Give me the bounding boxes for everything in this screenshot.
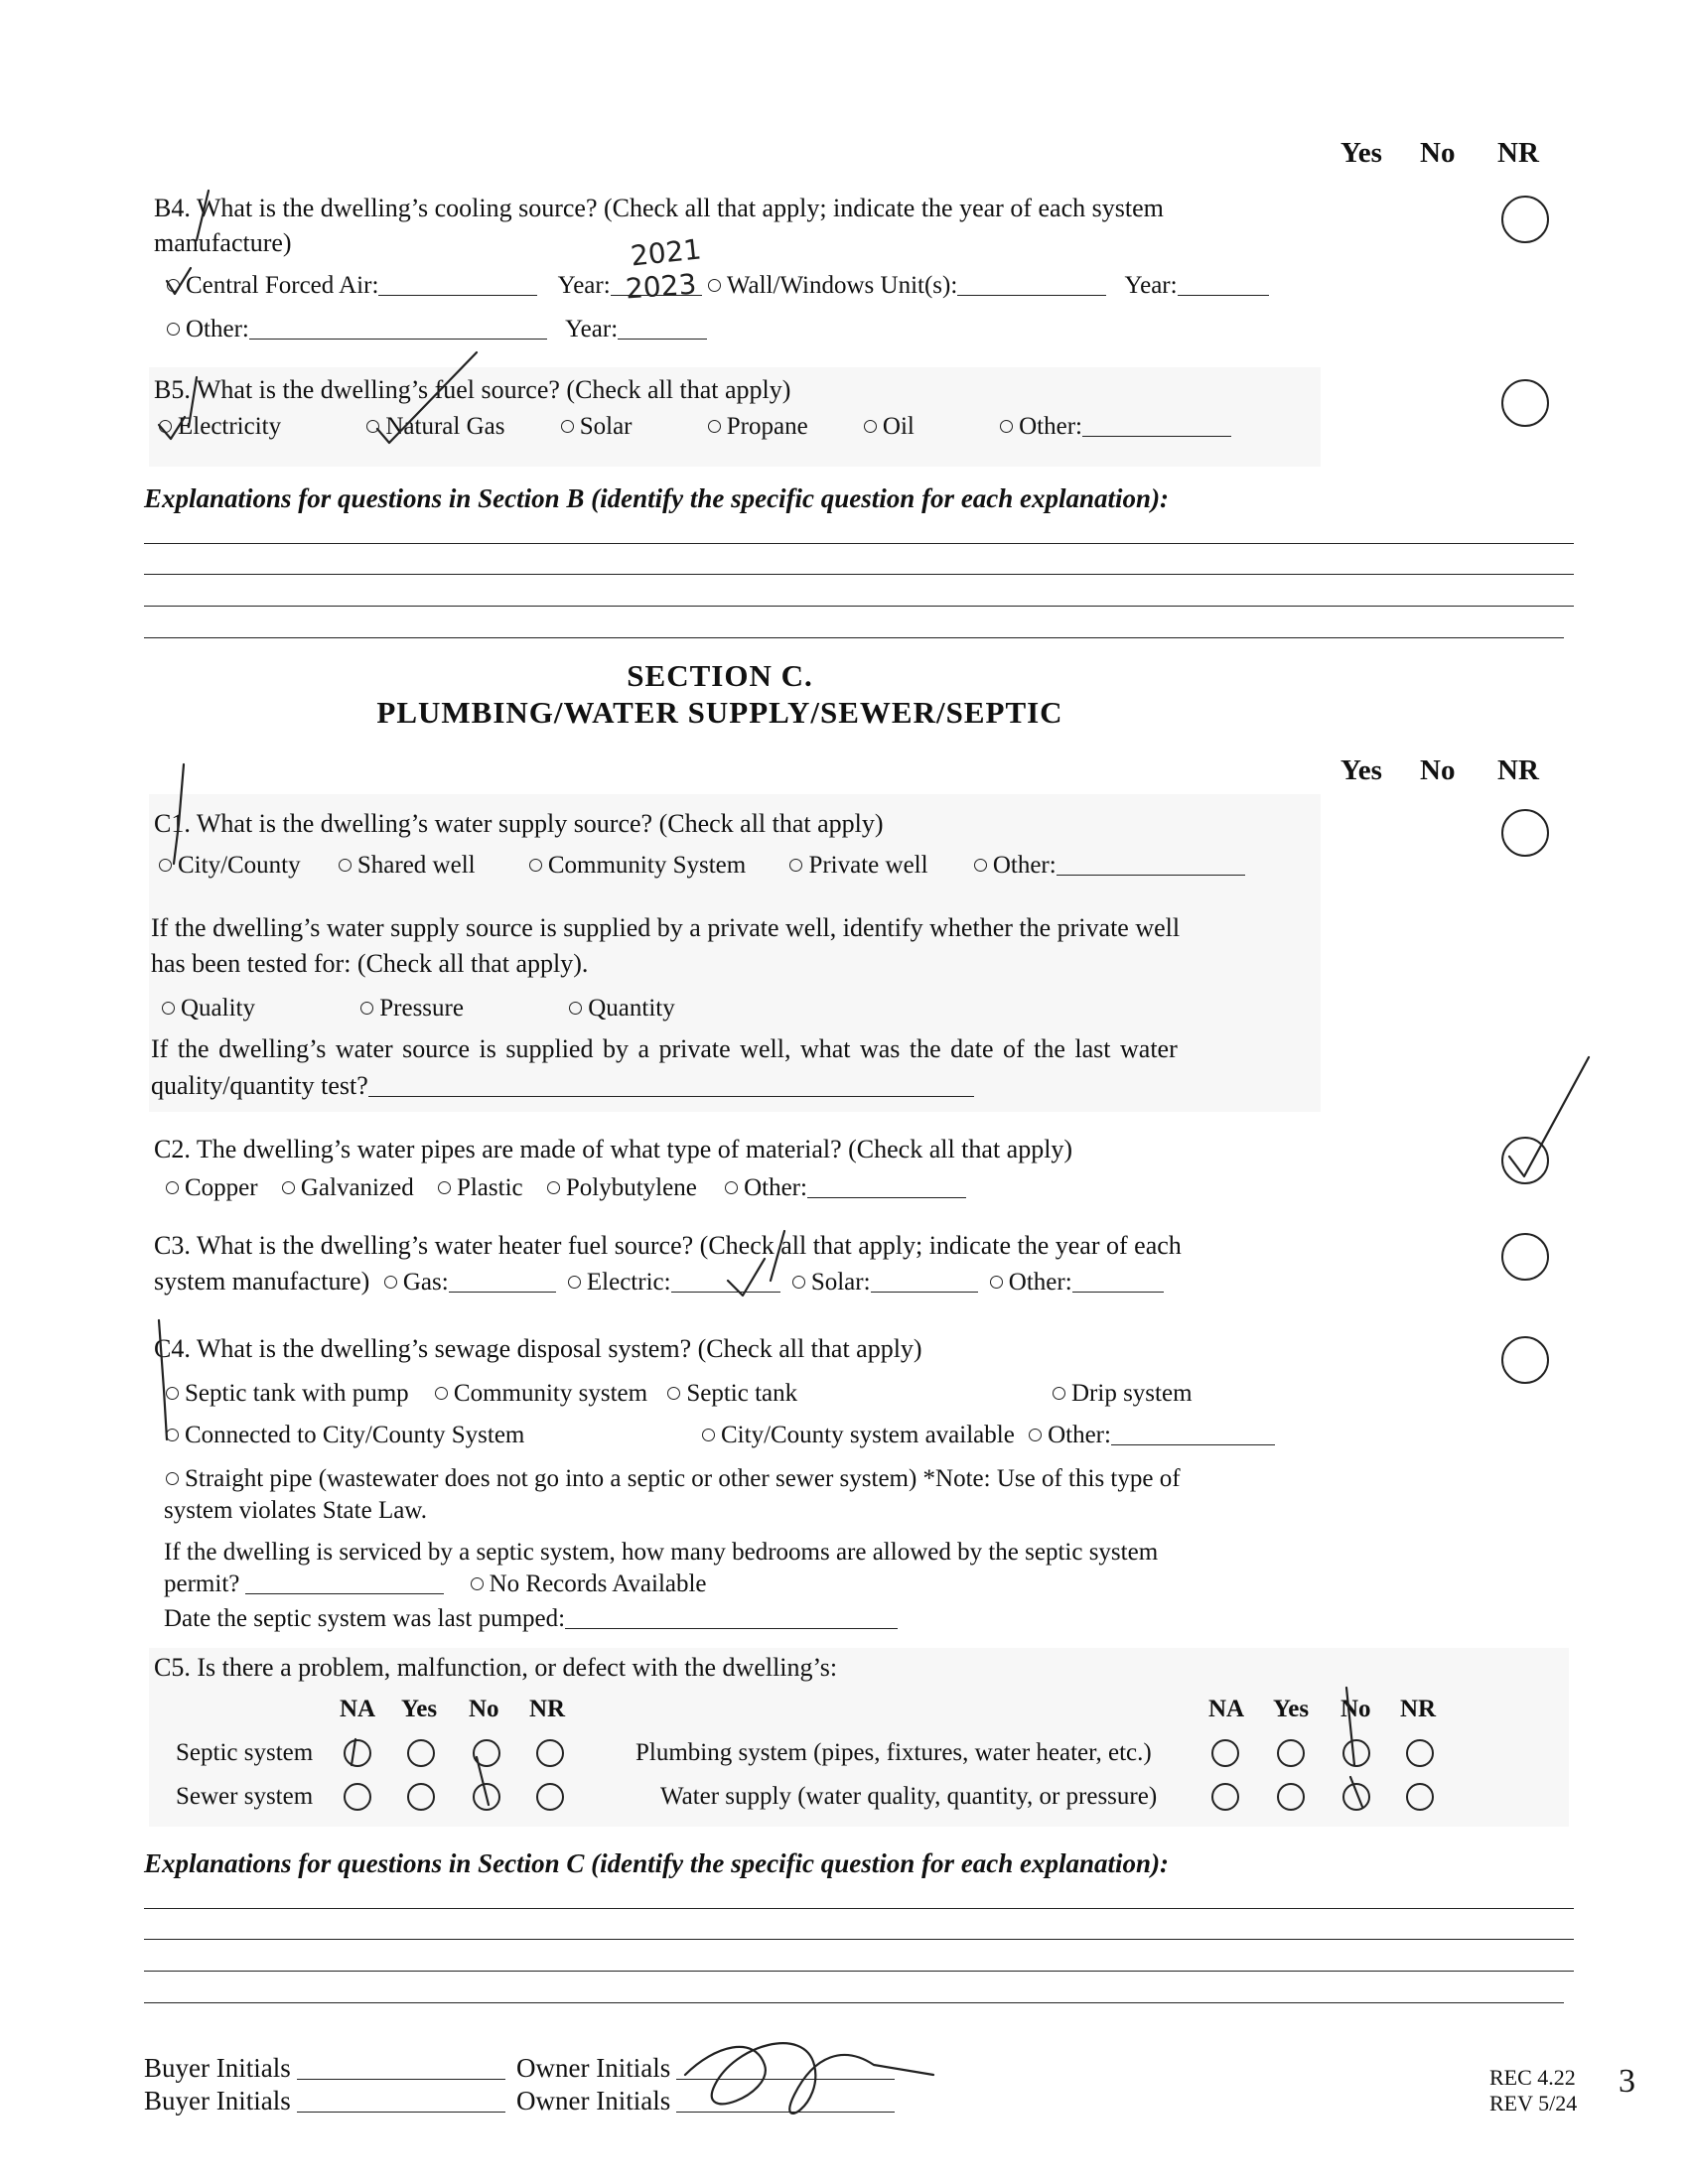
c4-nr-circle[interactable] [1501,1336,1549,1384]
c3-other-radio[interactable] [990,1276,1003,1289]
buyer-initials-label-1: Buyer Initials [144,2053,291,2083]
col-header-yes-c: Yes [1340,754,1382,786]
c2-galvanized-label: Galvanized [300,1174,414,1201]
b5-oil-radio[interactable] [864,420,877,433]
c5-sewer-na[interactable] [344,1783,371,1811]
c3-question: C3. What is the dwelling’s water heater fuel source? (Check all that apply; indicate the year of each [154,1231,1182,1260]
b4-other-radio[interactable] [167,323,180,336]
section-c-title-1: SECTION C. [627,658,813,693]
b4-other-label: Other: [186,316,249,342]
b4-wall-label: Wall/Windows Unit(s): [726,272,958,299]
c5-sewer-no[interactable] [473,1783,500,1811]
c4-drip-option [1053,1380,1193,1408]
b4-year-label: Year: [557,272,611,299]
c3-gas-blank[interactable] [449,1270,556,1293]
c5-septic-na[interactable] [344,1739,371,1767]
c1-quantity-radio[interactable] [569,1002,582,1015]
c4-connected-label: Connected to City/County System [185,1422,525,1448]
explanations-b-line-3[interactable] [144,606,1574,607]
c5-row-sewer-label: Sewer system [176,1783,314,1810]
owner-initials-label-2: Owner Initials [516,2086,671,2116]
c1-test-date-label: quality/quantity test? [151,1071,368,1100]
c1-city-label: City/County [178,852,301,879]
c1-test-options [162,995,675,1023]
c1-private-well-q: If the dwelling’s water supply source is supplied by a private well, identify whether the private well [151,913,1181,942]
c1-other-label: Other: [992,852,1057,879]
c5-col-nr-right: NR [1400,1696,1437,1722]
b5-options [159,413,1231,441]
b4-year-blank-2[interactable] [1178,273,1269,296]
c1-nr-circle[interactable] [1501,809,1549,857]
b4-question: B4. What is the dwelling’s cooling source? (Check all that apply; indicate the year of each system [154,194,1164,222]
c5-row-water-label: Water supply (water quality, quantity, or pressure) [660,1783,1158,1810]
c4-other-blank[interactable] [1111,1423,1275,1445]
col-header-no: No [1420,137,1456,169]
b5-electricity-radio[interactable] [159,420,172,433]
c5-water-no[interactable] [1342,1783,1370,1811]
b5-other-radio[interactable] [1000,420,1013,433]
b4-central-radio[interactable] [167,279,180,292]
c1-test-date-q: If the dwelling’s water source is supplied by a private well, what was the date of the last water [151,1034,1178,1063]
c4-no-records-label: No Records Available [489,1570,707,1597]
c2-copper-label: Copper [185,1174,258,1201]
c1-shared-label: Shared well [356,852,476,879]
c4-community-radio[interactable] [435,1387,448,1400]
c4-straight-radio[interactable] [166,1472,179,1485]
c4-septic-pump-label: Septic tank with pump [185,1380,409,1407]
explanations-c-line-1[interactable] [144,1908,1574,1909]
c5-sewer-yes[interactable] [407,1783,435,1811]
c4-available-label: City/County system available [721,1422,1015,1448]
b5-natural-gas-label: Natural Gas [385,413,505,440]
explanations-b-label: Explanations for questions in Section B (identify the specific question for each explanation): [144,483,1170,513]
c2-other-blank[interactable] [807,1175,966,1198]
c5-plumbing-no[interactable] [1342,1739,1370,1767]
c3-gas-radio[interactable] [384,1276,397,1289]
b5-electricity-label: Electricity [178,413,282,440]
c3-question-cont: system manufacture) [154,1267,370,1296]
c2-other-radio[interactable] [725,1181,738,1194]
b4-wall-radio[interactable] [708,279,721,292]
c4-no-records-radio[interactable] [471,1577,484,1590]
col-header-no-c: No [1420,754,1456,786]
owner-initials-label-1: Owner Initials [516,2053,671,2083]
c5-septic-yes[interactable] [407,1739,435,1767]
c5-question: C5. Is there a problem, malfunction, or defect with the dwelling’s: [154,1653,838,1682]
c1-other-radio[interactable] [974,859,987,872]
b4-options-row2 [167,316,707,343]
b4-central-label: Central Forced Air: [186,272,379,299]
c4-straight-label: Straight pipe (wastewater does not go into a septic or other sewer system) *Note: Use of this type of [185,1465,1181,1492]
c2-other-label: Other: [744,1174,807,1201]
c1-community-radio[interactable] [529,859,542,872]
c2-plastic-radio[interactable] [438,1181,451,1194]
c5-col-no-left: No [469,1696,499,1722]
c1-private-radio[interactable] [789,859,802,872]
c4-bedrooms-row [164,1570,707,1598]
c4-other-radio[interactable] [1029,1429,1042,1441]
c1-quality-radio[interactable] [162,1002,175,1015]
c1-other-blank[interactable] [1057,853,1245,876]
c1-test-date-q2 [151,1071,974,1101]
explanations-c-label: Explanations for questions in Section C (identify the specific question for each explanation): [144,1848,1170,1878]
b5-propane-radio[interactable] [708,420,721,433]
c4-pumped-blank[interactable] [565,1606,898,1629]
b5-oil-label: Oil [882,413,915,440]
b4-year-handwritten-2: 2023 [624,267,698,306]
c4-community-label: Community system [453,1380,648,1407]
c4-other-label: Other: [1048,1422,1111,1448]
c3-nr-circle[interactable] [1501,1233,1549,1281]
b4-other-blank[interactable] [249,317,547,340]
c5-plumbing-yes[interactable] [1277,1739,1305,1767]
c1-question: C1. What is the dwelling’s water supply source? (Check all that apply) [154,809,884,838]
b4-options-row1 [167,272,1269,300]
c3-solar-radio[interactable] [792,1276,805,1289]
explanations-b-line-2[interactable] [144,574,1574,575]
c3-question-cont-row [154,1267,1164,1297]
c3-other-blank[interactable] [1072,1270,1164,1293]
c4-bedrooms-blank[interactable] [245,1571,444,1594]
c1-quantity-label: Quantity [588,995,675,1022]
explanations-c-line-3[interactable] [144,1971,1574,1972]
c3-electric-radio[interactable] [568,1276,581,1289]
b4-wall-blank[interactable] [957,273,1106,296]
c4-options-row1 [166,1380,797,1408]
b4-question-cont: manufacture) [154,228,292,257]
c2-options [166,1174,966,1202]
col-header-nr: NR [1497,137,1539,169]
page-number: 3 [1619,2063,1635,2100]
c1-options [159,852,1245,880]
c4-straight-row [166,1465,1181,1493]
b4-nr-circle[interactable] [1501,196,1549,243]
c2-nr-circle[interactable] [1501,1137,1549,1184]
explanations-c-line-2[interactable] [144,1939,1574,1940]
c5-col-no-right: No [1340,1696,1371,1722]
owner-initials-row-2 [516,2086,895,2116]
c1-pressure-label: Pressure [379,995,464,1022]
c5-plumbing-na[interactable] [1211,1739,1239,1767]
c4-drip-label: Drip system [1071,1380,1193,1407]
b5-other-label: Other: [1019,413,1082,440]
c4-question: C4. What is the dwelling’s sewage disposal system? (Check all that apply) [154,1334,922,1363]
explanations-c-line-4[interactable] [144,2002,1564,2003]
c5-water-na[interactable] [1211,1783,1239,1811]
col-header-nr-c: NR [1497,754,1539,786]
buyer-initials-label-2: Buyer Initials [144,2086,291,2116]
c1-private-well-q2: has been tested for: (Check all that apply). [151,949,589,978]
c1-pressure-radio[interactable] [360,1002,373,1015]
form-rev: REV 5/24 [1489,2091,1578,2116]
c2-copper-radio[interactable] [166,1181,179,1194]
c1-quality-label: Quality [181,995,255,1022]
b5-solar-radio[interactable] [561,420,574,433]
c4-bedrooms-q: If the dwelling is serviced by a septic system, how many bedrooms are allowed by the septic system [164,1539,1159,1566]
c4-septic-pump-radio[interactable] [166,1387,179,1400]
b5-solar-label: Solar [579,413,633,440]
c4-options-row2b [702,1422,1275,1449]
buyer-initials-row-1 [144,2053,505,2084]
b4-central-blank[interactable] [378,273,537,296]
c2-galvanized-radio[interactable] [282,1181,295,1194]
c5-water-nr[interactable] [1406,1783,1434,1811]
c5-plumbing-nr[interactable] [1406,1739,1434,1767]
c5-col-na-right: NA [1208,1696,1245,1722]
buyer-initials-row-2 [144,2086,505,2116]
b5-propane-label: Propane [726,413,808,440]
section-c-title-2: PLUMBING/WATER SUPPLY/SEWER/SEPTIC [376,695,1063,730]
c4-septic-tank-label: Septic tank [686,1380,798,1407]
c5-water-yes[interactable] [1277,1783,1305,1811]
c4-connected-radio[interactable] [166,1429,179,1441]
b4-year-handwritten-1: 2021 [629,232,703,273]
c4-available-radio[interactable] [702,1429,715,1441]
c1-city-radio[interactable] [159,859,172,872]
b5-question: B5. What is the dwelling’s fuel source? (Check all that apply) [154,375,791,404]
c4-drip-radio[interactable] [1053,1387,1065,1400]
c3-electric-blank[interactable] [671,1270,780,1293]
c2-plastic-label: Plastic [456,1174,523,1201]
owner-initials-blank-1[interactable] [676,2057,895,2080]
c1-community-label: Community System [547,852,747,879]
c4-bedrooms-q2: permit? [164,1570,240,1597]
c4-pumped-row [164,1605,898,1633]
c3-electric-label: Electric: [586,1269,671,1296]
c5-col-nr-left: NR [529,1696,566,1722]
c5-row-septic-label: Septic system [176,1739,314,1766]
owner-initials-blank-2[interactable] [676,2090,895,2113]
b5-natural-gas-radio[interactable] [366,420,379,433]
c5-col-yes-right: Yes [1273,1696,1310,1722]
c5-septic-no[interactable] [473,1739,500,1767]
buyer-initials-blank-2[interactable] [297,2090,505,2113]
c5-sewer-nr[interactable] [536,1783,564,1811]
b4-year-label-3: Year: [565,316,619,342]
c4-septic-tank-radio[interactable] [667,1387,680,1400]
owner-initials-row-1 [516,2053,895,2084]
c4-options-row2 [166,1422,524,1449]
c1-shared-radio[interactable] [339,859,352,872]
explanations-b-line-4[interactable] [144,637,1564,638]
c2-polybutylene-label: Polybutylene [565,1174,697,1201]
col-header-yes: Yes [1340,137,1382,169]
c5-col-na-left: NA [340,1696,376,1722]
c1-test-date-blank[interactable] [368,1074,974,1097]
c2-question: C2. The dwelling’s water pipes are made of what type of material? (Check all that apply) [154,1135,1073,1163]
c5-col-yes-left: Yes [401,1696,438,1722]
c1-private-label: Private well [808,852,928,879]
c4-pumped-q: Date the septic system was last pumped: [164,1605,566,1632]
c3-solar-blank[interactable] [871,1270,978,1293]
c5-septic-nr[interactable] [536,1739,564,1767]
b5-other-blank[interactable] [1082,414,1231,437]
form-code: REC 4.22 [1489,2065,1576,2090]
c2-polybutylene-radio[interactable] [547,1181,560,1194]
buyer-initials-blank-1[interactable] [297,2057,505,2080]
b5-nr-circle[interactable] [1501,379,1549,427]
c3-gas-label: Gas: [402,1269,449,1296]
c3-other-label: Other: [1008,1269,1072,1296]
b4-year-blank-3[interactable] [618,317,707,340]
b4-year-label-2: Year: [1124,272,1178,299]
c3-solar-label: Solar: [810,1269,871,1296]
c4-straight-cont: system violates State Law. [164,1497,427,1524]
explanations-b-line-1[interactable] [144,543,1574,544]
c5-row-plumbing-label: Plumbing system (pipes, fixtures, water heater, etc.) [635,1739,1152,1766]
